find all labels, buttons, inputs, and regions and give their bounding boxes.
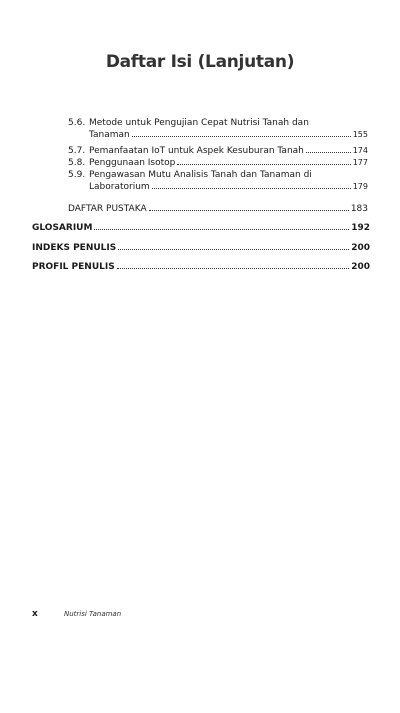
toc-entry-number: 5.9. bbox=[68, 170, 86, 180]
toc-entry-label: DAFTAR PUSTAKA bbox=[68, 204, 147, 214]
toc-page-number: 200 bbox=[351, 262, 370, 272]
toc-entry-label-continued: Laboratorium bbox=[89, 182, 150, 192]
toc-entry-number: 5.7. bbox=[68, 146, 86, 156]
toc-entry-label: Penggunaan Isotop bbox=[89, 158, 176, 168]
dot-leader bbox=[94, 229, 349, 230]
toc-page-number: 179 bbox=[352, 182, 368, 191]
page-title: Daftar Isi (Lanjutan) bbox=[105, 52, 295, 72]
dot-leader bbox=[152, 188, 351, 189]
toc-entry-number: 5.6. bbox=[68, 118, 86, 128]
toc-page-number: 155 bbox=[352, 130, 368, 139]
toc-entry-5-9[interactable] bbox=[68, 170, 368, 193]
toc-entry-5-7[interactable] bbox=[68, 145, 368, 157]
toc-page-number: 183 bbox=[350, 204, 368, 214]
toc-page-number: 192 bbox=[351, 223, 370, 233]
toc-entry-label: GLOSARIUM bbox=[32, 223, 93, 233]
toc-entry-label-continued: Tanaman bbox=[89, 130, 130, 140]
dot-leader bbox=[306, 152, 351, 153]
toc-entry-indeks-penulis[interactable] bbox=[32, 243, 370, 254]
toc-entry-label: Pengawasan Mutu Analisis Tanah dan Tanaman di bbox=[89, 170, 312, 180]
dot-leader bbox=[118, 249, 349, 250]
toc-entry-profil-penulis[interactable] bbox=[32, 262, 370, 273]
toc-entry-glosarium[interactable] bbox=[32, 223, 370, 234]
dot-leader bbox=[117, 268, 350, 269]
dot-leader bbox=[149, 210, 349, 211]
toc-entry-label: INDEKS PENULIS bbox=[32, 243, 117, 253]
toc-entry-label: PROFIL PENULIS bbox=[32, 262, 115, 272]
toc-page-number: 177 bbox=[352, 158, 368, 167]
toc-entry-label: Metode untuk Pengujian Cepat Nutrisi Tanah dan bbox=[89, 118, 309, 128]
toc-page-number: 200 bbox=[351, 243, 370, 253]
dot-leader bbox=[177, 164, 350, 165]
toc-entry-daftar-pustaka[interactable] bbox=[68, 204, 368, 215]
toc-page-number: 174 bbox=[352, 146, 368, 155]
footer-book-title: Nutrisi Tanaman bbox=[64, 610, 122, 618]
toc-entry-5-6[interactable] bbox=[68, 118, 368, 141]
toc-entry-label: Pemanfaatan IoT untuk Aspek Kesuburan Tanah bbox=[89, 146, 304, 156]
footer-page-number: x bbox=[32, 609, 38, 619]
toc-entry-number: 5.8. bbox=[68, 158, 86, 168]
toc-entry-5-8[interactable] bbox=[68, 157, 368, 169]
dot-leader bbox=[132, 136, 351, 137]
